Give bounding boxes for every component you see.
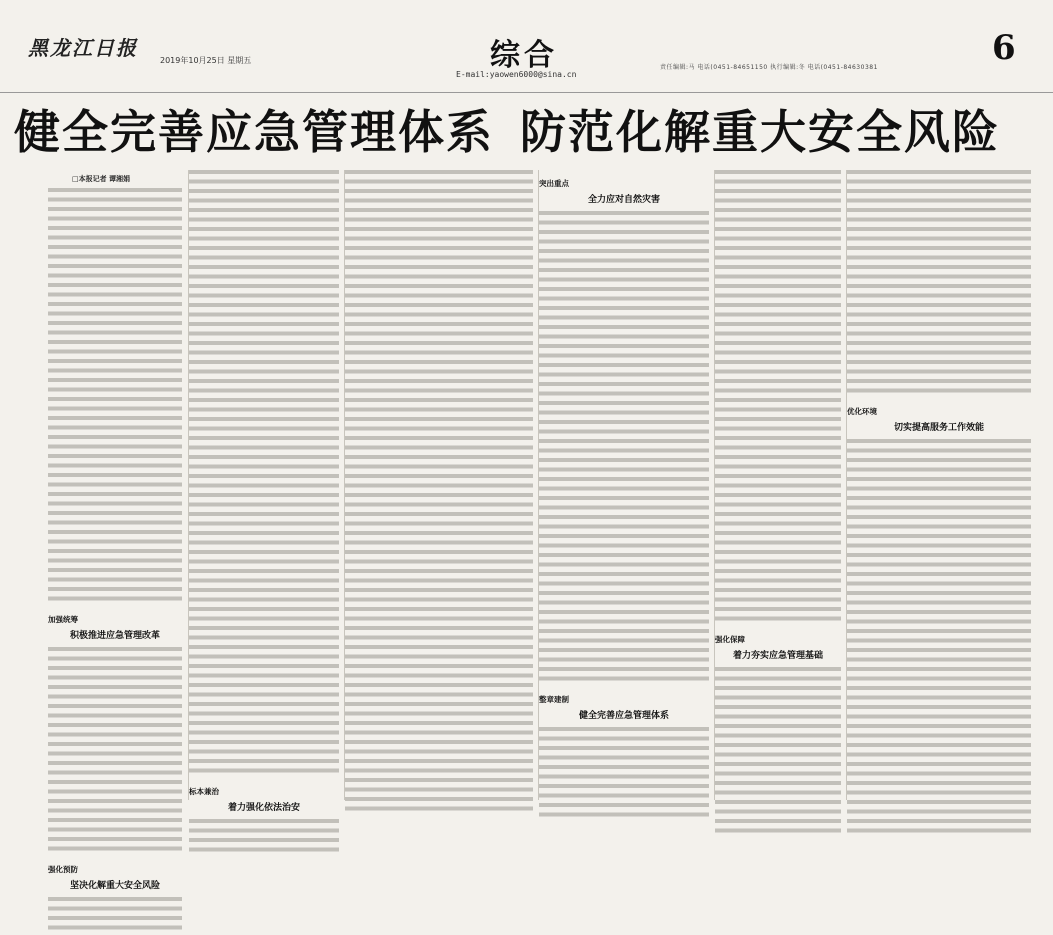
subhead-title: 着力夯实应急管理基础: [732, 651, 823, 661]
column-1: [48, 170, 182, 891]
subhead-tag: 突出重点: [539, 179, 569, 188]
body-filler: [48, 647, 182, 856]
subhead-title: 积极推进应急管理改革: [69, 631, 160, 641]
body-filler: [48, 897, 182, 935]
column-5: [714, 170, 841, 800]
issue-date: 2019年10月25日 星期五: [160, 56, 252, 65]
subhead-title: 健全完善应急管理体系: [578, 711, 669, 721]
subhead-title: 着力强化依法治安: [227, 803, 300, 813]
body-filler: [847, 170, 1031, 398]
body-filler: [715, 170, 841, 626]
body-filler: [715, 667, 841, 838]
body-filler: [189, 819, 339, 857]
byline: □本报记者 谭湘娟: [72, 174, 131, 183]
subhead-title: 全力应对自然灾害: [587, 195, 660, 205]
column-2: [188, 170, 339, 813]
body-filler: [539, 211, 709, 686]
headline-left: 健全完善应急管理体系: [14, 105, 494, 159]
subhead-tag: 标本兼治: [189, 787, 219, 796]
subhead-tag: 优化环境: [847, 407, 877, 416]
column-3: [344, 170, 533, 800]
subhead-tag: 强化预防: [48, 865, 78, 874]
body-filler: [48, 188, 182, 606]
body-filler: [345, 170, 533, 816]
column-4: [538, 170, 709, 800]
subhead-title: 坚决化解重大安全风险: [69, 881, 160, 891]
section-title: 综合: [490, 38, 558, 73]
masthead: [0, 0, 1053, 93]
subhead-title: 切实提高服务工作效能: [893, 423, 984, 433]
body-filler: [189, 170, 339, 778]
subhead-tag: 整章建制: [539, 695, 569, 704]
column-6: [846, 170, 1031, 800]
body-filler: [847, 439, 1031, 838]
editor-info: 责任编辑:马 电话(0451-84651150 执行编辑:冬 电话(0451-84630381: [660, 64, 878, 71]
subhead-tag: 加强统筹: [48, 615, 78, 624]
newspaper-logo: 黑龙江日报: [28, 36, 138, 60]
body-filler: [539, 727, 709, 822]
page-number: 6: [992, 28, 1016, 68]
headline: [14, 96, 1044, 162]
section-email: E-mail:yaowen6000@sina.cn: [456, 70, 577, 79]
headline-right: 防范化解重大安全风险: [520, 105, 1000, 159]
subhead-tag: 强化保障: [715, 635, 745, 644]
